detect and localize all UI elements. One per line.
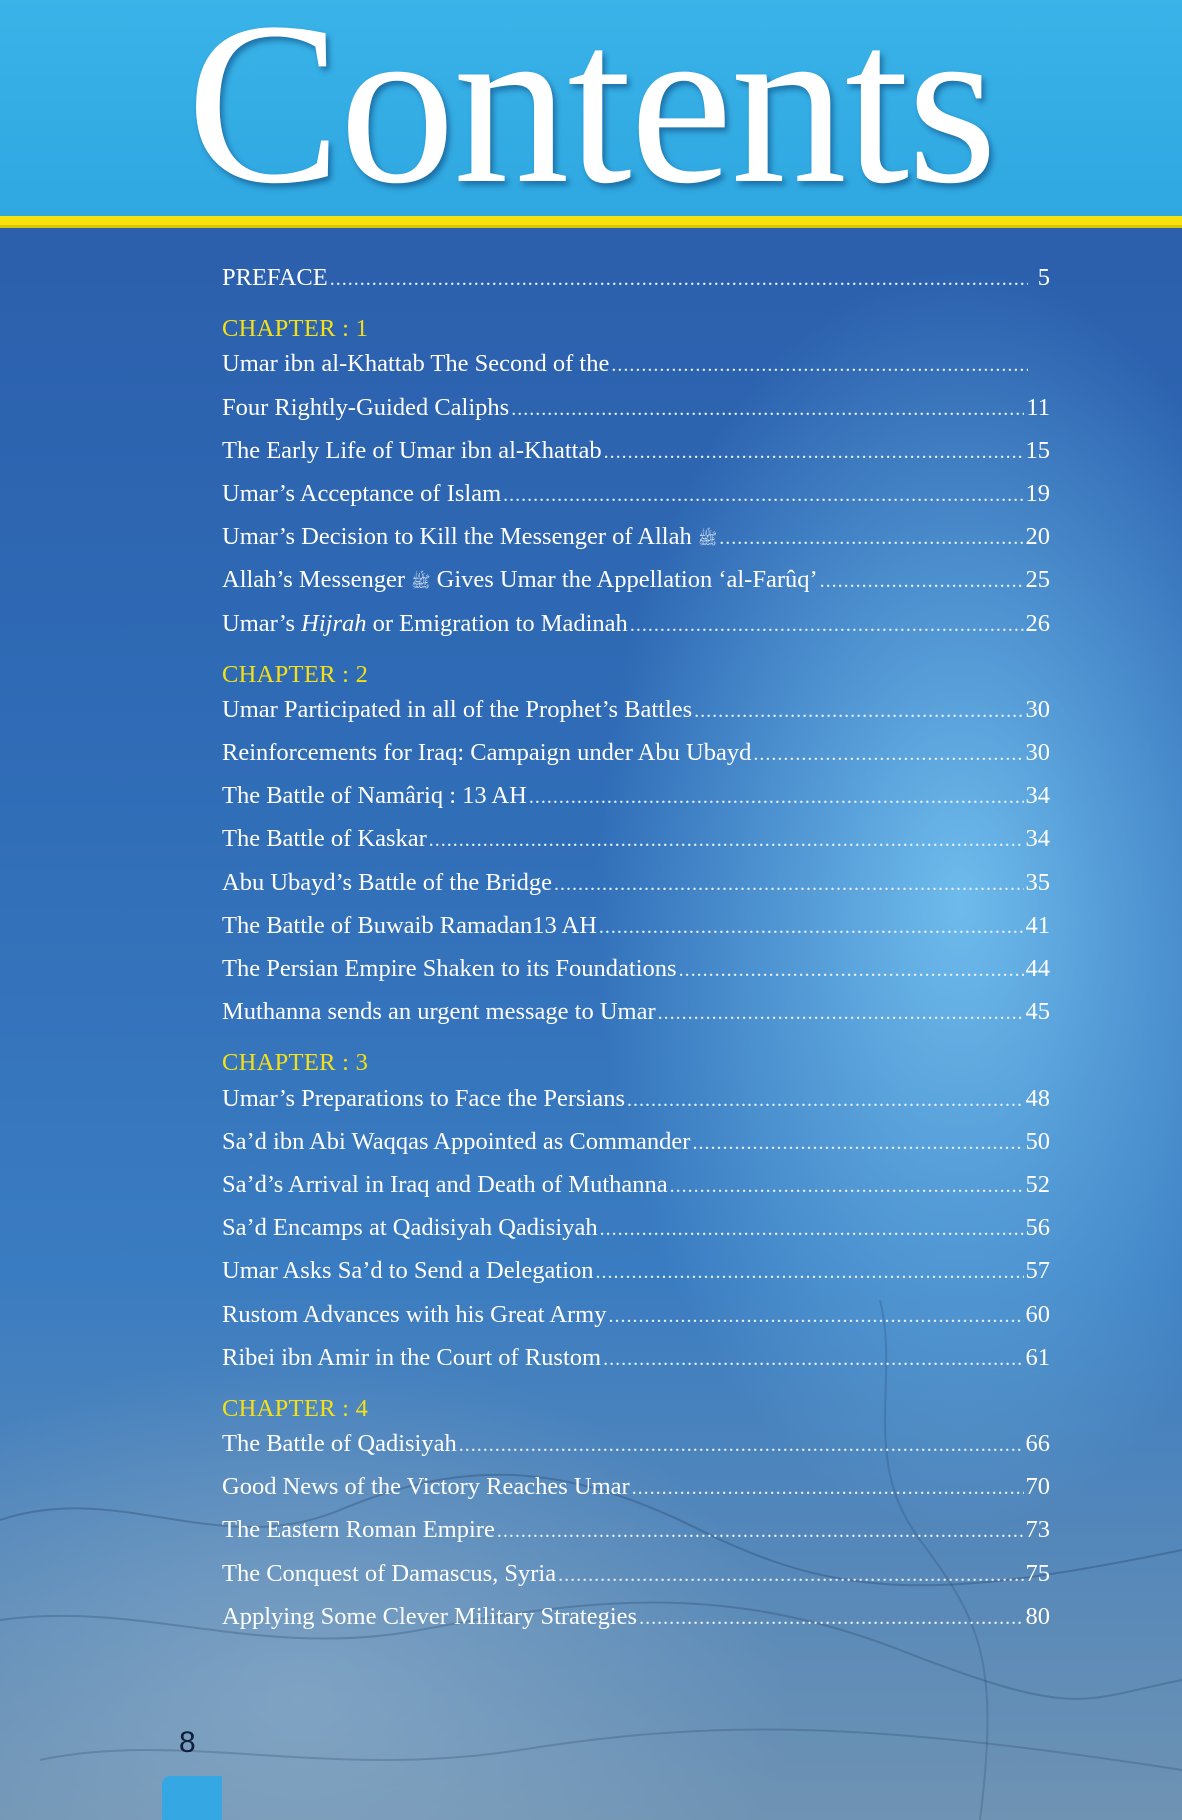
toc-entry-title xyxy=(222,480,501,508)
toc-entry-page-number: 34 xyxy=(1025,782,1050,810)
toc-entry-title xyxy=(222,1603,637,1631)
toc-entry-page-number: 19 xyxy=(1025,479,1050,507)
toc-entry-title xyxy=(222,1085,625,1113)
toc-entry-title xyxy=(222,739,751,767)
dot-leader xyxy=(630,614,1024,637)
toc-entry-title xyxy=(222,955,677,983)
toc-entry-title xyxy=(222,566,818,595)
toc-entry-title xyxy=(222,523,717,552)
toc-entry-title xyxy=(222,1430,457,1458)
toc-entry-title-text: Applying Some Clever Military Strategies xyxy=(222,1602,638,1630)
table-of-contents xyxy=(222,264,1050,1646)
toc-entry-title-text: Good News of the Victory Reaches Umar xyxy=(222,1473,630,1501)
toc-entry-title xyxy=(222,1560,556,1588)
toc-entry-title xyxy=(222,1344,601,1372)
toc-entry-page-number: 26 xyxy=(1025,609,1050,637)
toc-entry-title xyxy=(222,350,609,378)
toc-entry-title-text: Umar Asks Sa’d to Send a Delegation xyxy=(222,1257,594,1285)
dot-leader xyxy=(820,570,1024,593)
toc-entry-page-number: 25 xyxy=(1025,566,1050,594)
page-title: Contents xyxy=(186,0,996,216)
toc-entry-page-number: 70 xyxy=(1025,1473,1050,1501)
toc-entry[interactable] xyxy=(222,394,1050,437)
toc-entry[interactable] xyxy=(222,1560,1050,1603)
toc-entry-title-text: Allah’s Messenger xyxy=(222,566,406,594)
toc-entry-title-text: Muthanna sends an urgent message to Umar xyxy=(222,998,656,1026)
toc-entry-title xyxy=(222,825,427,853)
toc-entry-page-number: 20 xyxy=(1025,523,1050,551)
toc-entry-title-text: Sa’d ibn Abi Waqqas Appointed as Commander xyxy=(222,1127,691,1155)
toc-entry[interactable] xyxy=(222,264,1050,307)
dot-leader xyxy=(658,1002,1024,1025)
header-accent-rule-shadow xyxy=(0,225,1182,228)
toc-entry-title xyxy=(222,998,656,1026)
honorific-glyph-icon: ﷺ xyxy=(411,574,431,592)
toc-entry-title-text: Rustom Advances with his Great Army xyxy=(222,1300,607,1328)
toc-entry[interactable] xyxy=(222,566,1050,609)
toc-entry-page-number: 61 xyxy=(1025,1343,1050,1371)
honorific-glyph-icon: ﷺ xyxy=(697,531,718,549)
chapter-heading-label: CHAPTER : 1 xyxy=(222,315,369,343)
toc-entry-title-text: Sa’d’s Arrival in Iraq and Death of Muthanna xyxy=(222,1170,668,1198)
dot-leader xyxy=(670,1175,1024,1198)
dot-leader xyxy=(429,829,1024,852)
toc-entry-page-number: 66 xyxy=(1025,1430,1050,1458)
toc-entry-title xyxy=(222,869,552,897)
chapter-heading xyxy=(222,653,1050,696)
toc-entry-page-number: 34 xyxy=(1025,825,1050,853)
toc-entry-title xyxy=(222,1473,630,1501)
chapter-heading-label: CHAPTER : 3 xyxy=(222,1049,369,1077)
dot-leader xyxy=(511,398,1024,421)
dot-leader xyxy=(753,743,1023,766)
dot-leader xyxy=(529,786,1024,809)
dot-leader xyxy=(596,1261,1024,1284)
toc-entry-title-text: The Conquest of Damascus, Syria xyxy=(222,1559,557,1587)
toc-entry-title-text: The Early Life of Umar ibn al-Khattab xyxy=(222,436,602,464)
toc-entry[interactable] xyxy=(222,1473,1050,1516)
page-number: 8 xyxy=(179,1726,196,1759)
dot-leader xyxy=(497,1520,1024,1543)
toc-entry-title xyxy=(222,437,602,465)
toc-entry-page-number: 57 xyxy=(1025,1257,1050,1285)
dot-leader xyxy=(503,484,1023,507)
toc-entry-title-text: The Battle of Kaskar xyxy=(222,825,427,853)
toc-entry[interactable] xyxy=(222,1603,1050,1646)
toc-entry[interactable] xyxy=(222,696,1050,739)
toc-entry-title xyxy=(222,912,597,940)
toc-entry[interactable] xyxy=(222,523,1050,566)
toc-entry[interactable] xyxy=(222,782,1050,825)
toc-entry-page-number: 73 xyxy=(1025,1516,1050,1544)
toc-entry[interactable] xyxy=(222,1301,1050,1344)
toc-entry-title-italic: Hijrah xyxy=(301,609,367,637)
toc-entry-page-number: 45 xyxy=(1025,998,1050,1026)
toc-entry-title-text: Umar’s Preparations to Face the Persians xyxy=(222,1084,626,1112)
toc-entry[interactable] xyxy=(222,825,1050,868)
toc-entry-title-text: PREFACE xyxy=(222,264,328,291)
dot-leader xyxy=(600,1218,1024,1241)
toc-entry-title xyxy=(222,1214,598,1242)
toc-entry[interactable] xyxy=(222,1128,1050,1171)
toc-entry-page-number: 50 xyxy=(1025,1127,1050,1155)
dot-leader xyxy=(719,527,1023,550)
dot-leader xyxy=(459,1434,1024,1457)
chapter-heading-label: CHAPTER : 4 xyxy=(222,1394,369,1422)
toc-entry-page-number: 30 xyxy=(1025,695,1050,723)
toc-entry[interactable] xyxy=(222,1430,1050,1473)
toc-entry-page-number: 15 xyxy=(1025,436,1050,464)
toc-entry[interactable] xyxy=(222,1171,1050,1214)
dot-leader xyxy=(627,1089,1023,1112)
header-accent-rule xyxy=(0,216,1182,225)
toc-entry-title-text: Umar ibn al-Khattab The Second of the xyxy=(222,350,610,378)
toc-entry-title-text: Umar’s Decision to Kill the Messenger of Allah xyxy=(222,523,692,551)
toc-entry-title-text: The Persian Empire Shaken to its Foundations xyxy=(222,955,677,982)
toc-entry-title-text: Umar’s xyxy=(222,609,296,637)
toc-entry-page-number: 56 xyxy=(1025,1214,1050,1242)
toc-entry-title xyxy=(222,394,509,422)
toc-entry-title xyxy=(222,1516,495,1544)
chapter-heading xyxy=(222,1041,1050,1084)
toc-entry[interactable] xyxy=(222,480,1050,523)
toc-entry-title-text: Four Rightly-Guided Caliphs xyxy=(222,393,510,421)
toc-entry[interactable] xyxy=(222,912,1050,955)
toc-entry[interactable] xyxy=(222,610,1050,653)
toc-entry-title-text: The Battle of Buwaib Ramadan13 AH xyxy=(222,911,597,939)
toc-entry-title xyxy=(222,264,328,292)
dot-leader xyxy=(679,959,1024,982)
toc-entry[interactable] xyxy=(222,869,1050,912)
toc-entry[interactable] xyxy=(222,350,1050,393)
toc-entry[interactable] xyxy=(222,1257,1050,1300)
toc-entry-title-text: Umar’s Acceptance of Islam xyxy=(222,479,502,507)
toc-entry[interactable] xyxy=(222,1516,1050,1559)
dot-leader xyxy=(330,268,1028,291)
toc-entry-page-number: 11 xyxy=(1026,393,1050,421)
toc-entry[interactable] xyxy=(222,955,1050,998)
chapter-heading xyxy=(222,1387,1050,1430)
dot-leader xyxy=(692,1132,1023,1155)
toc-entry-title xyxy=(222,1257,594,1285)
toc-entry-page-number: 30 xyxy=(1025,739,1050,767)
toc-entry-title xyxy=(222,696,692,724)
toc-entry-title xyxy=(222,1171,668,1199)
chapter-heading xyxy=(222,307,1050,350)
toc-entry[interactable] xyxy=(222,437,1050,480)
toc-entry[interactable] xyxy=(222,1085,1050,1128)
toc-entry-page-number: 80 xyxy=(1025,1602,1050,1630)
dot-leader xyxy=(558,1564,1023,1587)
toc-entry-title-text: Umar Participated in all of the Prophet’s Battles xyxy=(222,695,693,723)
dot-leader xyxy=(603,1348,1023,1371)
toc-entry-page-number: 60 xyxy=(1025,1300,1050,1328)
dot-leader xyxy=(632,1477,1024,1500)
dot-leader xyxy=(554,873,1023,896)
toc-entry-page-number: 41 xyxy=(1025,911,1050,939)
toc-entry-title-text: Ribei ibn Amir in the Court of Rustom xyxy=(222,1343,602,1371)
toc-entry-page-number: 52 xyxy=(1025,1170,1050,1198)
dot-leader xyxy=(694,700,1023,723)
toc-entry-page-number: 48 xyxy=(1025,1084,1050,1112)
chapter-heading-label: CHAPTER : 2 xyxy=(222,660,369,688)
page-tab-marker xyxy=(162,1776,222,1820)
toc-entry-title-text: Abu Ubayd’s Battle of the Bridge xyxy=(222,868,553,896)
toc-entry-title-text: The Eastern Roman Empire xyxy=(222,1516,495,1544)
toc-entry-page-number: 5 xyxy=(1037,264,1050,291)
toc-entry-title-continued: or Emigration to Madinah xyxy=(372,609,628,637)
toc-entry-page-number: 44 xyxy=(1025,955,1050,982)
toc-entry-title-text: Reinforcements for Iraq: Campaign under Abu Ubayd xyxy=(222,739,752,767)
dot-leader xyxy=(608,1305,1023,1328)
toc-entry[interactable] xyxy=(222,1344,1050,1387)
toc-entry-title xyxy=(222,782,527,810)
dot-leader xyxy=(599,916,1024,939)
toc-entry-title xyxy=(222,1128,690,1156)
toc-entry-title-text: The Battle of Qadisiyah xyxy=(222,1430,457,1458)
toc-entry[interactable] xyxy=(222,739,1050,782)
toc-entry-title xyxy=(222,610,628,638)
toc-entry[interactable] xyxy=(222,1214,1050,1257)
toc-entry-title xyxy=(222,1301,606,1329)
dot-leader xyxy=(639,1607,1023,1630)
dot-leader xyxy=(611,354,1028,377)
toc-entry-title-continued: Gives Umar the Appellation ‘al-Farûq’ xyxy=(436,566,818,594)
toc-entry-title-text: Sa’d Encamps at Qadisiyah Qadisiyah xyxy=(222,1214,598,1242)
toc-entry[interactable] xyxy=(222,998,1050,1041)
toc-entry-page-number: 75 xyxy=(1025,1559,1050,1587)
toc-entry-title-text: The Battle of Namâriq : 13 AH xyxy=(222,782,527,810)
dot-leader xyxy=(604,441,1024,464)
toc-entry-page-number: 35 xyxy=(1025,868,1050,896)
contents-header xyxy=(0,0,1182,216)
